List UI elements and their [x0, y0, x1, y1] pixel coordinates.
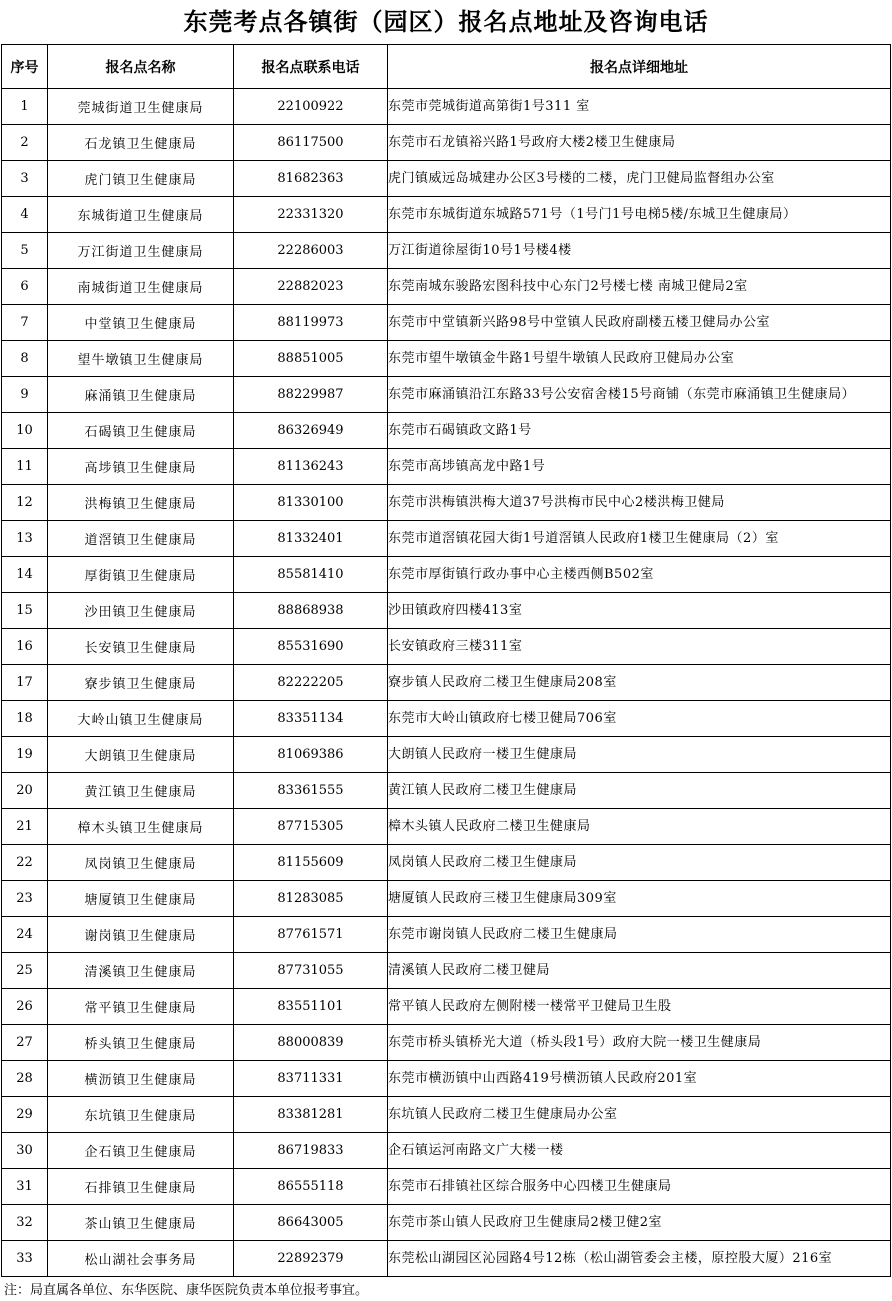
- table-row: [2, 845, 891, 881]
- table-row: [2, 1061, 891, 1097]
- station-name: 中堂镇卫生健康局: [48, 305, 234, 341]
- station-name: 洪梅镇卫生健康局: [48, 485, 234, 521]
- table-row: [2, 125, 891, 161]
- row-index: 16: [2, 629, 48, 665]
- table-row: [2, 1241, 891, 1277]
- station-phone: 81136243: [234, 449, 388, 485]
- table-row: [2, 557, 891, 593]
- station-name: 望牛墩镇卫生健康局: [48, 341, 234, 377]
- station-address: 长安镇政府三楼311室: [388, 629, 891, 665]
- station-name: 凤岗镇卫生健康局: [48, 845, 234, 881]
- station-name: 高埗镇卫生健康局: [48, 449, 234, 485]
- station-name: 企石镇卫生健康局: [48, 1133, 234, 1169]
- station-phone: 87715305: [234, 809, 388, 845]
- row-index: 20: [2, 773, 48, 809]
- table-row: [2, 629, 891, 665]
- station-name: 松山湖社会事务局: [48, 1241, 234, 1277]
- station-phone: 88000839: [234, 1025, 388, 1061]
- station-name: 塘厦镇卫生健康局: [48, 881, 234, 917]
- table-body: [2, 89, 891, 1277]
- station-phone: 83711331: [234, 1061, 388, 1097]
- station-address: 寮步镇人民政府二楼卫生健康局208室: [388, 665, 891, 701]
- station-phone: 81330100: [234, 485, 388, 521]
- header-row: [2, 45, 891, 89]
- table-row: [2, 449, 891, 485]
- station-name: 厚街镇卫生健康局: [48, 557, 234, 593]
- table-row: [2, 1169, 891, 1205]
- station-address: 塘厦镇人民政府三楼卫生健康局309室: [388, 881, 891, 917]
- station-phone: 86117500: [234, 125, 388, 161]
- header-phone: 报名点联系电话: [234, 45, 388, 89]
- row-index: 24: [2, 917, 48, 953]
- table-row: [2, 233, 891, 269]
- station-address: 东莞市厚街镇行政办事中心主楼西侧B502室: [388, 557, 891, 593]
- row-index: 6: [2, 269, 48, 305]
- row-index: 31: [2, 1169, 48, 1205]
- header-index: 序号: [2, 45, 48, 89]
- row-index: 4: [2, 197, 48, 233]
- registration-table: [1, 44, 891, 1277]
- station-phone: 88119973: [234, 305, 388, 341]
- station-address: 东莞市莞城街道高第街1号311 室: [388, 89, 891, 125]
- row-index: 7: [2, 305, 48, 341]
- row-index: 10: [2, 413, 48, 449]
- station-phone: 81283085: [234, 881, 388, 917]
- station-name: 沙田镇卫生健康局: [48, 593, 234, 629]
- station-address: 大朗镇人民政府一楼卫生健康局: [388, 737, 891, 773]
- station-phone: 22882023: [234, 269, 388, 305]
- table-row: [2, 161, 891, 197]
- station-name: 谢岗镇卫生健康局: [48, 917, 234, 953]
- station-name: 麻涌镇卫生健康局: [48, 377, 234, 413]
- station-phone: 82222205: [234, 665, 388, 701]
- station-address: 东莞市石龙镇裕兴路1号政府大楼2楼卫生健康局: [388, 125, 891, 161]
- station-name: 清溪镇卫生健康局: [48, 953, 234, 989]
- table-row: [2, 773, 891, 809]
- station-phone: 83381281: [234, 1097, 388, 1133]
- table-row: [2, 1097, 891, 1133]
- table-row: [2, 737, 891, 773]
- station-name: 石龙镇卫生健康局: [48, 125, 234, 161]
- station-address: 东莞市麻涌镇沿江东路33号公安宿舍楼15号商铺（东莞市麻涌镇卫生健康局）: [388, 377, 891, 413]
- row-index: 18: [2, 701, 48, 737]
- table-row: [2, 305, 891, 341]
- row-index: 5: [2, 233, 48, 269]
- station-address: 东莞市石排镇社区综合服务中心四楼卫生健康局: [388, 1169, 891, 1205]
- station-phone: 83351134: [234, 701, 388, 737]
- station-name: 道滘镇卫生健康局: [48, 521, 234, 557]
- station-name: 万江街道卫生健康局: [48, 233, 234, 269]
- table-row: [2, 1025, 891, 1061]
- station-phone: 87731055: [234, 953, 388, 989]
- table-row: [2, 377, 891, 413]
- station-phone: 86643005: [234, 1205, 388, 1241]
- station-name: 长安镇卫生健康局: [48, 629, 234, 665]
- station-name: 石排镇卫生健康局: [48, 1169, 234, 1205]
- station-address: 清溪镇人民政府二楼卫健局: [388, 953, 891, 989]
- table-row: [2, 989, 891, 1025]
- station-phone: 85531690: [234, 629, 388, 665]
- station-name: 南城街道卫生健康局: [48, 269, 234, 305]
- station-address: 东莞市东城街道东城路571号（1号门1号电梯5楼/东城卫生健康局）: [388, 197, 891, 233]
- header-address: 报名点详细地址: [388, 45, 891, 89]
- station-address: 东莞南城东骏路宏图科技中心东门2号楼七楼 南城卫健局2室: [388, 269, 891, 305]
- station-phone: 22100922: [234, 89, 388, 125]
- station-phone: 81682363: [234, 161, 388, 197]
- station-address: 虎门镇威远岛城建办公区3号楼的二楼，虎门卫健局监督组办公室: [388, 161, 891, 197]
- row-index: 13: [2, 521, 48, 557]
- table-row: [2, 881, 891, 917]
- station-name: 黄江镇卫生健康局: [48, 773, 234, 809]
- station-name: 莞城街道卫生健康局: [48, 89, 234, 125]
- row-index: 23: [2, 881, 48, 917]
- table-row: [2, 269, 891, 305]
- station-name: 茶山镇卫生健康局: [48, 1205, 234, 1241]
- row-index: 29: [2, 1097, 48, 1133]
- station-phone: 22331320: [234, 197, 388, 233]
- table-row: [2, 953, 891, 989]
- station-name: 横沥镇卫生健康局: [48, 1061, 234, 1097]
- row-index: 22: [2, 845, 48, 881]
- table-row: [2, 917, 891, 953]
- station-name: 寮步镇卫生健康局: [48, 665, 234, 701]
- row-index: 25: [2, 953, 48, 989]
- station-phone: 85581410: [234, 557, 388, 593]
- station-name: 桥头镇卫生健康局: [48, 1025, 234, 1061]
- table-row: [2, 701, 891, 737]
- row-index: 27: [2, 1025, 48, 1061]
- station-address: 东莞市道滘镇花园大街1号道滘镇人民政府1楼卫生健康局（2）室: [388, 521, 891, 557]
- row-index: 26: [2, 989, 48, 1025]
- station-name: 樟木头镇卫生健康局: [48, 809, 234, 845]
- station-address: 沙田镇政府四楼413室: [388, 593, 891, 629]
- station-address: 东莞市大岭山镇政府七楼卫健局706室: [388, 701, 891, 737]
- row-index: 14: [2, 557, 48, 593]
- station-address: 东莞市谢岗镇人民政府二楼卫生健康局: [388, 917, 891, 953]
- station-address: 东莞市石碣镇政文路1号: [388, 413, 891, 449]
- table-row: [2, 665, 891, 701]
- row-index: 32: [2, 1205, 48, 1241]
- row-index: 8: [2, 341, 48, 377]
- station-phone: 81069386: [234, 737, 388, 773]
- station-phone: 83551101: [234, 989, 388, 1025]
- station-address: 黄江镇人民政府二楼卫生健康局: [388, 773, 891, 809]
- station-address: 东坑镇人民政府二楼卫生健康局办公室: [388, 1097, 891, 1133]
- table-row: [2, 593, 891, 629]
- table-row: [2, 1133, 891, 1169]
- station-address: 常平镇人民政府左侧附楼一楼常平卫健局卫生股: [388, 989, 891, 1025]
- row-index: 9: [2, 377, 48, 413]
- station-name: 大朗镇卫生健康局: [48, 737, 234, 773]
- row-index: 15: [2, 593, 48, 629]
- station-address: 东莞市横沥镇中山西路419号横沥镇人民政府201室: [388, 1061, 891, 1097]
- table-row: [2, 89, 891, 125]
- row-index: 30: [2, 1133, 48, 1169]
- table-row: [2, 1205, 891, 1241]
- station-address: 东莞市茶山镇人民政府卫生健康局2楼卫健2室: [388, 1205, 891, 1241]
- station-name: 虎门镇卫生健康局: [48, 161, 234, 197]
- station-address: 东莞市中堂镇新兴路98号中堂镇人民政府副楼五楼卫健局办公室: [388, 305, 891, 341]
- table-row: [2, 809, 891, 845]
- header-name: 报名点名称: [48, 45, 234, 89]
- station-phone: 83361555: [234, 773, 388, 809]
- station-phone: 22892379: [234, 1241, 388, 1277]
- station-address: 东莞市桥头镇桥光大道（桥头段1号）政府大院一楼卫生健康局: [388, 1025, 891, 1061]
- table-row: [2, 413, 891, 449]
- table-row: [2, 197, 891, 233]
- row-index: 12: [2, 485, 48, 521]
- row-index: 17: [2, 665, 48, 701]
- station-phone: 88868938: [234, 593, 388, 629]
- table-row: [2, 485, 891, 521]
- station-address: 企石镇运河南路文广大楼一楼: [388, 1133, 891, 1169]
- station-address: 万江街道徐屋街10号1号楼4楼: [388, 233, 891, 269]
- row-index: 33: [2, 1241, 48, 1277]
- station-phone: 81332401: [234, 521, 388, 557]
- station-name: 东坑镇卫生健康局: [48, 1097, 234, 1133]
- station-phone: 22286003: [234, 233, 388, 269]
- footnote: 注：局直属各单位、东华医院、康华医院负责本单位报考事宜。: [4, 1283, 369, 1298]
- row-index: 19: [2, 737, 48, 773]
- station-phone: 86719833: [234, 1133, 388, 1169]
- row-index: 1: [2, 89, 48, 125]
- station-name: 大岭山镇卫生健康局: [48, 701, 234, 737]
- table-row: [2, 521, 891, 557]
- station-address: 樟木头镇人民政府二楼卫生健康局: [388, 809, 891, 845]
- table-row: [2, 341, 891, 377]
- station-name: 常平镇卫生健康局: [48, 989, 234, 1025]
- station-name: 东城街道卫生健康局: [48, 197, 234, 233]
- row-index: 21: [2, 809, 48, 845]
- station-phone: 87761571: [234, 917, 388, 953]
- row-index: 2: [2, 125, 48, 161]
- station-address: 东莞市望牛墩镇金牛路1号望牛墩镇人民政府卫健局办公室: [388, 341, 891, 377]
- station-phone: 81155609: [234, 845, 388, 881]
- station-phone: 86555118: [234, 1169, 388, 1205]
- page-title: 东莞考点各镇街（园区）报名点地址及咨询电话: [183, 7, 709, 36]
- station-address: 东莞市高埗镇高龙中路1号: [388, 449, 891, 485]
- station-address: 东莞市洪梅镇洪梅大道37号洪梅市民中心2楼洪梅卫健局: [388, 485, 891, 521]
- station-phone: 88229987: [234, 377, 388, 413]
- row-index: 28: [2, 1061, 48, 1097]
- row-index: 11: [2, 449, 48, 485]
- station-phone: 88851005: [234, 341, 388, 377]
- station-address: 凤岗镇人民政府二楼卫生健康局: [388, 845, 891, 881]
- station-phone: 86326949: [234, 413, 388, 449]
- row-index: 3: [2, 161, 48, 197]
- station-address: 东莞松山湖园区沁园路4号12栋（松山湖管委会主楼，原控股大厦）216室: [388, 1241, 891, 1277]
- station-name: 石碣镇卫生健康局: [48, 413, 234, 449]
